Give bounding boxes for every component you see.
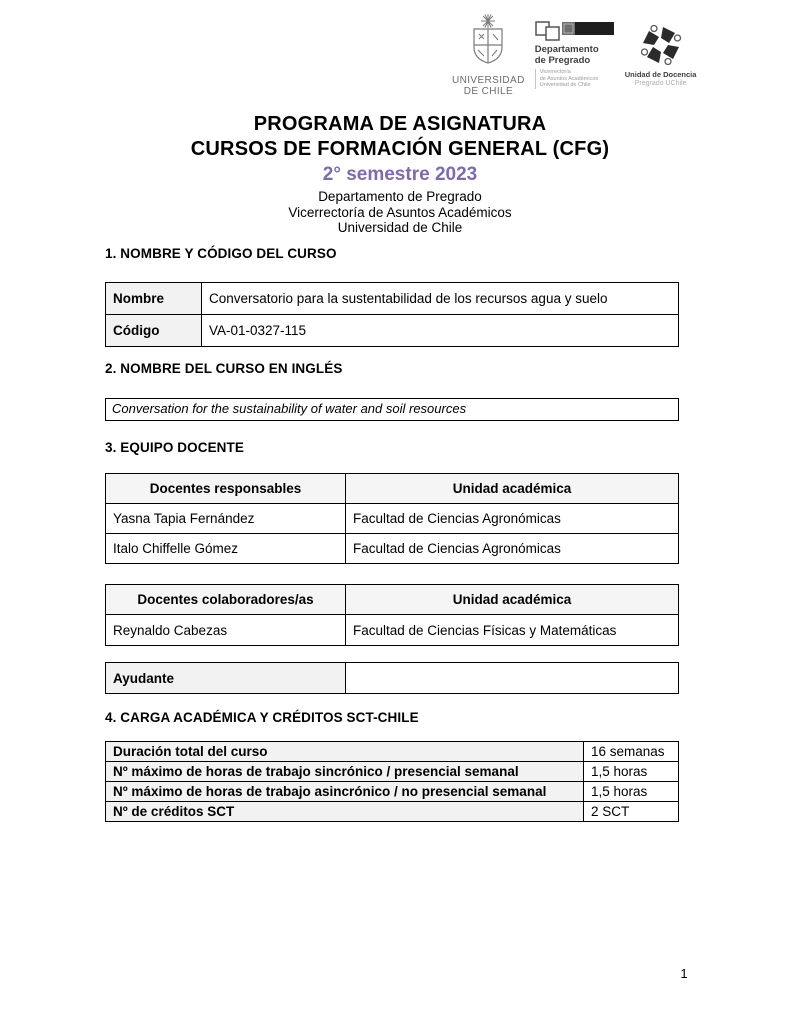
table-row [106,615,679,646]
ayudante-table [105,662,679,694]
carga-label: Nº máximo de horas de trabajo sincrónico / presencial semanal [106,762,584,782]
pregrado-logo [535,20,615,89]
uchile-logo-text: DE CHILE [463,86,514,97]
docente-name: Yasna Tapia Fernández [106,504,346,534]
course-name-table-wrap [105,282,679,347]
carga-label: Duración total del curso [106,742,584,762]
header-logos [452,12,696,97]
title-block [0,112,800,236]
carga-value: 2 SCT [584,802,679,822]
page-number: 1 [680,966,688,981]
uchile-logo [452,12,525,97]
pregrado-logo-text: de Pregrado [534,54,591,66]
carga-value: 1,5 horas [584,782,679,802]
section-3 [105,440,679,455]
pregrado-logo-text: Departamento [534,44,599,56]
table-row [106,802,679,822]
table-row [106,534,679,564]
english-course-name: Conversation for the sustainability of water and soil resources [105,398,679,421]
uchile-crest-icon [459,12,517,74]
course-code-label: Código [106,315,202,347]
document-title-line2: CURSOS DE FORMACIÓN GENERAL (CFG) [190,138,610,160]
title-sub-vicerrectoria: Vicerrectoría de Asuntos Académicos [288,204,512,220]
pregrado-logo-subtext: Universidad de Chile [539,82,591,89]
responsables-table [105,473,679,564]
docente-name: Reynaldo Cabezas [106,615,346,646]
docente-unit: Facultad de Ciencias Agronómicas [346,534,679,564]
docente-unit: Facultad de Ciencias Físicas y Matemáticas [346,615,679,646]
docencia-logo-subtext: Pregrado UChile [634,80,687,87]
course-name-label: Nombre [106,283,202,315]
document-title-line1: PROGRAMA DE ASIGNATURA [253,113,547,135]
section-4-heading: 4. CARGA ACADÉMICA Y CRÉDITOS SCT-CHILE [105,710,419,725]
docencia-logo-text: Unidad de Docencia [624,70,697,79]
colaboradores-table [105,584,679,646]
section-2 [105,361,679,376]
table-row [106,742,679,762]
title-sub-departamento: Departamento de Pregrado [318,189,482,204]
section-2-heading: 2. NOMBRE DEL CURSO EN INGLÉS [105,361,343,376]
docente-unit: Facultad de Ciencias Agronómicas [346,504,679,534]
colaboradores-col-header: Docentes colaboradores/as [106,585,346,615]
pregrado-logo-subtext: de Asuntos Académicos [539,75,599,82]
table-header-row [106,474,679,504]
section-4 [105,710,679,725]
uchile-logo-text: UNIVERSIDAD [452,75,525,86]
carga-label: Nº de créditos SCT [106,802,584,822]
ayudante-label: Ayudante [106,663,346,694]
docente-name: Italo Chiffelle Gómez [106,534,346,564]
docencia-logo [625,22,697,87]
semester-subtitle: 2° semestre 2023 [322,164,478,185]
carga-academica-table [105,741,679,822]
carga-label: Nº máximo de horas de trabajo asincrónico / no presencial semanal [106,782,584,802]
unidad-col-header: Unidad académica [346,585,679,615]
section-1-heading: 1. NOMBRE Y CÓDIGO DEL CURSO [105,246,337,261]
table-row [106,762,679,782]
responsables-table-wrap [105,473,679,564]
carga-value: 1,5 horas [584,762,679,782]
carga-value: 16 semanas [584,742,679,762]
responsables-col-header: Docentes responsables [106,474,346,504]
table-row [106,504,679,534]
table-header-row [106,585,679,615]
docencia-pinwheel-icon [638,22,684,68]
pregrado-logo-subtext: Vicerrectoría [539,69,571,76]
section-1 [105,246,679,261]
course-name-value: Conversatorio para la sustentabilidad de los recursos agua y suelo [202,283,679,315]
table-row [106,782,679,802]
table-row [106,315,679,347]
carga-table-wrap [105,741,679,822]
section-3-heading: 3. EQUIPO DOCENTE [105,440,244,455]
pregrado-squares-icon [535,20,615,42]
ayudante-table-wrap [105,662,679,694]
table-row [106,663,679,694]
colaboradores-table-wrap [105,584,679,646]
course-name-table [105,282,679,347]
unidad-col-header: Unidad académica [346,474,679,504]
ayudante-value [346,663,679,694]
course-code-value: VA-01-0327-115 [202,315,679,347]
title-sub-universidad: Universidad de Chile [337,220,463,235]
table-row [106,283,679,315]
english-name-box-wrap [105,398,679,421]
